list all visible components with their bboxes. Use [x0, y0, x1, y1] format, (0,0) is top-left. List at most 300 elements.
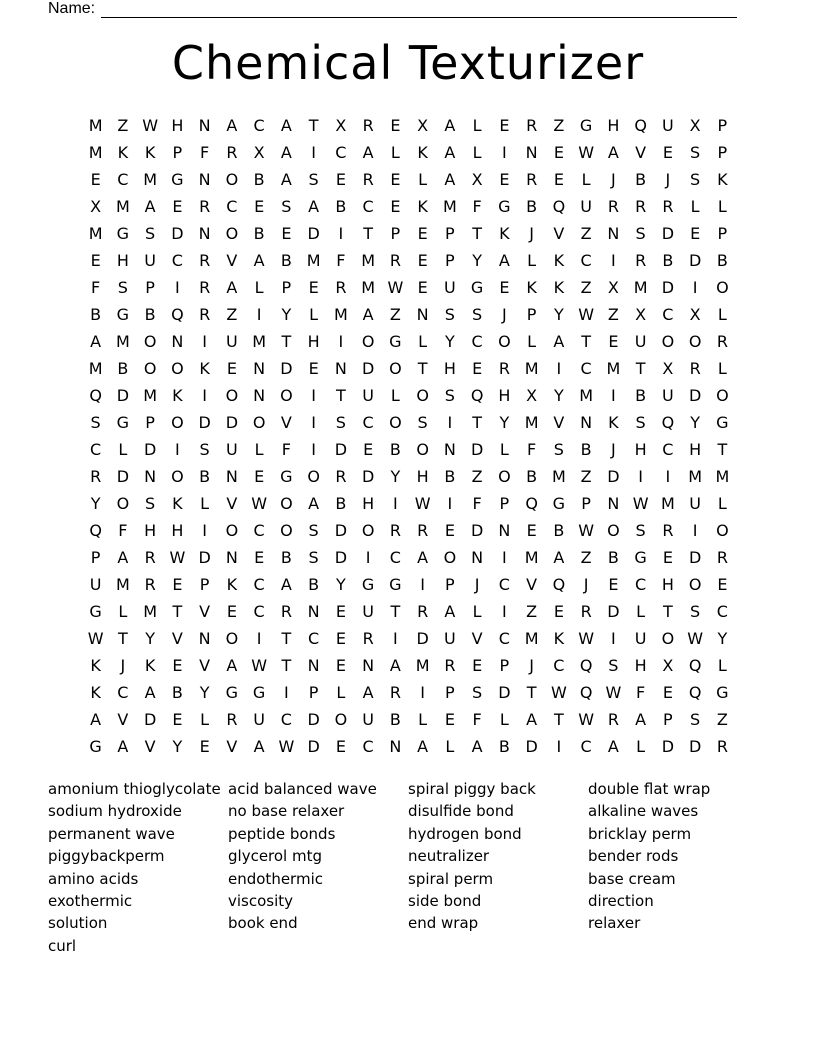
grid-letter[interactable]: M — [143, 602, 158, 621]
grid-letter[interactable]: R — [199, 278, 211, 297]
grid-letter[interactable]: T — [472, 413, 483, 432]
grid-letter[interactable]: R — [417, 602, 429, 621]
grid-letter[interactable]: F — [527, 440, 537, 459]
grid-letter[interactable]: K — [608, 413, 619, 432]
grid-letter[interactable]: N — [144, 467, 157, 486]
grid-letter[interactable]: P — [145, 278, 155, 297]
grid-letter[interactable]: B — [635, 386, 647, 405]
grid-letter[interactable]: M — [143, 386, 158, 405]
grid-letter[interactable]: U — [662, 116, 674, 135]
grid-letter[interactable]: O — [661, 332, 675, 351]
grid-letter[interactable]: Q — [552, 575, 566, 594]
grid-letter[interactable]: J — [529, 224, 534, 243]
grid-letter[interactable]: M — [524, 548, 539, 567]
grid-letter[interactable]: A — [144, 197, 156, 216]
grid-letter[interactable]: D — [307, 737, 320, 756]
grid-letter[interactable]: Z — [226, 305, 238, 324]
grid-letter[interactable]: S — [145, 224, 156, 243]
grid-letter[interactable]: R — [635, 251, 647, 270]
grid-letter[interactable]: V — [553, 413, 565, 432]
grid-letter[interactable]: E — [363, 440, 374, 459]
grid-letter[interactable]: O — [143, 332, 157, 351]
grid-letter[interactable]: P — [499, 494, 510, 513]
grid-letter[interactable]: D — [307, 224, 320, 243]
grid-letter[interactable]: L — [309, 305, 319, 324]
grid-letter[interactable]: M — [524, 413, 539, 432]
grid-letter[interactable]: H — [634, 440, 647, 459]
grid-letter[interactable]: W — [251, 494, 268, 513]
grid-letter[interactable]: A — [226, 278, 238, 297]
grid-letter[interactable]: M — [715, 467, 730, 486]
grid-letter[interactable]: O — [361, 332, 375, 351]
grid-letter[interactable]: G — [389, 575, 402, 594]
grid-letter[interactable]: E — [553, 170, 564, 189]
grid-letter[interactable]: S — [199, 440, 210, 459]
grid-letter[interactable]: P — [663, 710, 673, 729]
grid-letter[interactable]: L — [717, 305, 727, 324]
grid-letter[interactable]: M — [252, 332, 267, 351]
grid-letter[interactable]: A — [280, 575, 292, 594]
grid-letter[interactable]: I — [256, 305, 262, 324]
grid-letter[interactable]: D — [361, 467, 375, 486]
grid-letter[interactable]: V — [526, 575, 538, 594]
grid-letter[interactable]: U — [444, 278, 456, 297]
grid-letter[interactable]: S — [308, 170, 319, 189]
grid-letter[interactable]: G — [225, 683, 239, 702]
grid-letter[interactable]: B — [716, 251, 728, 270]
grid-letter[interactable]: S — [308, 521, 319, 540]
grid-letter[interactable]: L — [717, 494, 727, 513]
grid-letter[interactable]: F — [118, 521, 128, 540]
grid-letter[interactable]: D — [688, 548, 702, 567]
grid-letter[interactable]: O — [688, 575, 702, 594]
grid-letter[interactable]: P — [308, 683, 319, 702]
grid-letter[interactable]: H — [116, 251, 129, 270]
grid-letter[interactable]: P — [90, 548, 101, 567]
grid-letter[interactable]: E — [90, 251, 101, 270]
grid-letter[interactable]: Z — [607, 305, 619, 324]
grid-letter[interactable]: L — [499, 440, 509, 459]
grid-letter[interactable]: I — [665, 467, 671, 486]
grid-letter[interactable]: L — [717, 359, 727, 378]
grid-letter[interactable]: D — [334, 521, 348, 540]
grid-letter[interactable]: Y — [444, 332, 455, 351]
grid-letter[interactable]: G — [716, 683, 729, 702]
grid-letter[interactable]: Y — [553, 386, 564, 405]
grid-letter[interactable]: J — [665, 170, 671, 189]
grid-letter[interactable]: I — [611, 629, 616, 648]
grid-letter[interactable]: Q — [579, 656, 593, 675]
grid-letter[interactable]: D — [116, 386, 130, 405]
grid-letter[interactable]: I — [447, 413, 453, 432]
grid-letter[interactable]: M — [88, 359, 103, 378]
grid-letter[interactable]: E — [226, 602, 237, 621]
grid-letter[interactable]: D — [143, 440, 157, 459]
grid-letter[interactable]: S — [472, 683, 483, 702]
grid-letter[interactable]: Z — [117, 116, 129, 135]
grid-letter[interactable]: C — [498, 575, 510, 594]
grid-letter[interactable]: N — [389, 737, 402, 756]
grid-letter[interactable]: K — [417, 197, 428, 216]
grid-letter[interactable]: W — [578, 629, 595, 648]
grid-letter[interactable]: D — [688, 386, 702, 405]
grid-letter[interactable]: R — [199, 251, 211, 270]
grid-letter[interactable]: L — [636, 737, 646, 756]
grid-letter[interactable]: R — [689, 359, 701, 378]
grid-letter[interactable]: B — [280, 548, 292, 567]
grid-letter[interactable]: Q — [89, 386, 102, 405]
grid-letter[interactable]: I — [393, 629, 398, 648]
grid-letter[interactable]: Y — [553, 305, 564, 324]
grid-letter[interactable]: N — [198, 116, 211, 135]
grid-letter[interactable]: I — [311, 413, 316, 432]
grid-letter[interactable]: B — [117, 359, 129, 378]
grid-letter[interactable]: O — [661, 629, 675, 648]
grid-letter[interactable]: Q — [579, 683, 593, 702]
grid-letter[interactable]: H — [689, 440, 702, 459]
grid-letter[interactable]: E — [608, 575, 619, 594]
grid-letter[interactable]: I — [556, 359, 562, 378]
grid-letter[interactable]: K — [199, 359, 210, 378]
grid-letter[interactable]: H — [634, 656, 647, 675]
grid-letter[interactable]: D — [334, 548, 348, 567]
grid-letter[interactable]: E — [90, 170, 101, 189]
grid-letter[interactable]: Z — [716, 710, 728, 729]
grid-letter[interactable]: W — [632, 494, 649, 513]
grid-letter[interactable]: T — [390, 602, 401, 621]
grid-letter[interactable]: D — [498, 683, 511, 702]
grid-letter[interactable]: W — [605, 683, 622, 702]
grid-letter[interactable]: L — [690, 197, 700, 216]
grid-letter[interactable]: E — [444, 710, 455, 729]
grid-letter[interactable]: H — [144, 521, 157, 540]
grid-letter[interactable]: M — [88, 224, 103, 243]
grid-letter[interactable]: E — [662, 548, 673, 567]
grid-letter[interactable]: A — [444, 116, 456, 135]
grid-letter[interactable]: A — [362, 305, 374, 324]
grid-letter[interactable]: Q — [552, 197, 566, 216]
grid-letter[interactable]: O — [334, 710, 348, 729]
grid-letter[interactable]: R — [716, 737, 728, 756]
grid-letter[interactable]: C — [580, 737, 592, 756]
grid-letter[interactable]: N — [253, 359, 266, 378]
grid-letter[interactable]: W — [550, 683, 567, 702]
grid-letter[interactable]: U — [144, 251, 156, 270]
grid-letter[interactable]: A — [471, 737, 483, 756]
grid-letter[interactable]: N — [334, 359, 347, 378]
grid-letter[interactable]: C — [308, 629, 320, 648]
grid-letter[interactable]: E — [335, 737, 346, 756]
grid-letter[interactable]: N — [307, 656, 320, 675]
grid-letter[interactable]: R — [607, 197, 619, 216]
grid-letter[interactable]: E — [254, 548, 265, 567]
grid-letter[interactable]: W — [687, 629, 704, 648]
grid-letter[interactable]: A — [362, 683, 374, 702]
grid-letter[interactable]: I — [556, 737, 562, 756]
grid-letter[interactable]: L — [472, 602, 482, 621]
grid-letter[interactable]: D — [607, 467, 620, 486]
grid-letter[interactable]: V — [199, 656, 211, 675]
grid-letter[interactable]: J — [474, 575, 480, 594]
grid-letter[interactable]: A — [90, 332, 102, 351]
grid-letter[interactable]: J — [529, 656, 534, 675]
grid-letter[interactable]: N — [198, 224, 211, 243]
grid-letter[interactable]: M — [524, 629, 539, 648]
grid-letter[interactable]: B — [444, 467, 456, 486]
grid-letter[interactable]: B — [553, 521, 565, 540]
grid-letter[interactable]: C — [580, 251, 592, 270]
grid-letter[interactable]: Q — [470, 386, 484, 405]
grid-letter[interactable]: X — [335, 116, 347, 135]
grid-letter[interactable]: L — [527, 332, 537, 351]
grid-letter[interactable]: R — [580, 602, 592, 621]
grid-letter[interactable]: V — [117, 710, 129, 729]
grid-letter[interactable]: T — [581, 332, 592, 351]
grid-letter[interactable]: A — [117, 737, 129, 756]
grid-letter[interactable]: S — [635, 224, 646, 243]
grid-letter[interactable]: N — [362, 656, 375, 675]
grid-letter[interactable]: A — [117, 548, 129, 567]
grid-letter[interactable]: Q — [634, 116, 647, 135]
grid-letter[interactable]: E — [226, 359, 237, 378]
grid-letter[interactable]: X — [635, 305, 647, 324]
grid-letter[interactable]: B — [335, 197, 347, 216]
grid-letter[interactable]: L — [118, 440, 128, 459]
grid-letter[interactable]: B — [171, 683, 183, 702]
grid-letter[interactable]: Y — [499, 413, 510, 432]
grid-letter[interactable]: D — [307, 710, 320, 729]
grid-letter[interactable]: O — [688, 332, 702, 351]
grid-letter[interactable]: E — [390, 170, 401, 189]
grid-letter[interactable]: T — [117, 629, 128, 648]
grid-letter[interactable]: R — [444, 656, 456, 675]
grid-letter[interactable]: O — [389, 359, 402, 378]
grid-letter[interactable]: N — [580, 413, 593, 432]
grid-letter[interactable]: B — [335, 494, 347, 513]
grid-letter[interactable]: W — [578, 710, 595, 729]
grid-letter[interactable]: N — [443, 440, 456, 459]
grid-letter[interactable]: O — [252, 413, 266, 432]
grid-letter[interactable]: B — [90, 305, 102, 324]
grid-letter[interactable]: I — [284, 683, 289, 702]
grid-letter[interactable]: C — [498, 629, 510, 648]
grid-letter[interactable]: C — [117, 170, 129, 189]
grid-letter[interactable]: A — [444, 143, 456, 162]
grid-letter[interactable]: L — [118, 602, 128, 621]
grid-letter[interactable]: A — [280, 116, 292, 135]
grid-letter[interactable]: M — [115, 197, 130, 216]
grid-letter[interactable]: M — [361, 278, 376, 297]
grid-letter[interactable]: W — [578, 521, 595, 540]
grid-letter[interactable]: T — [172, 602, 183, 621]
grid-letter[interactable]: Z — [580, 467, 592, 486]
grid-letter[interactable]: N — [525, 143, 538, 162]
grid-letter[interactable]: E — [417, 278, 428, 297]
grid-letter[interactable]: R — [335, 278, 347, 297]
grid-letter[interactable]: O — [171, 413, 184, 432]
grid-letter[interactable]: V — [226, 494, 238, 513]
grid-letter[interactable]: R — [90, 467, 102, 486]
grid-letter[interactable]: R — [226, 143, 238, 162]
grid-letter[interactable]: L — [254, 278, 264, 297]
grid-letter[interactable]: Q — [688, 656, 702, 675]
grid-letter[interactable]: O — [416, 440, 429, 459]
grid-letter[interactable]: D — [661, 224, 675, 243]
grid-letter[interactable]: Z — [389, 305, 401, 324]
grid-letter[interactable]: C — [171, 251, 183, 270]
grid-letter[interactable]: U — [362, 386, 374, 405]
grid-letter[interactable]: X — [689, 305, 701, 324]
grid-letter[interactable]: O — [716, 278, 729, 297]
grid-letter[interactable]: S — [608, 656, 619, 675]
grid-letter[interactable]: U — [689, 494, 701, 513]
grid-letter[interactable]: K — [172, 386, 183, 405]
grid-letter[interactable]: N — [607, 494, 620, 513]
grid-letter[interactable]: M — [415, 656, 430, 675]
grid-letter[interactable]: N — [225, 548, 238, 567]
grid-letter[interactable]: D — [143, 710, 157, 729]
grid-letter[interactable]: K — [90, 683, 101, 702]
grid-letter[interactable]: N — [307, 602, 320, 621]
grid-letter[interactable]: A — [553, 332, 565, 351]
grid-letter[interactable]: A — [607, 737, 619, 756]
grid-letter[interactable]: Z — [526, 602, 538, 621]
grid-letter[interactable]: U — [253, 710, 265, 729]
grid-letter[interactable]: L — [200, 494, 210, 513]
grid-letter[interactable]: S — [335, 413, 346, 432]
grid-letter[interactable]: T — [281, 332, 292, 351]
grid-letter[interactable]: O — [280, 386, 293, 405]
grid-letter[interactable]: K — [144, 656, 156, 675]
grid-letter[interactable]: O — [498, 332, 511, 351]
grid-letter[interactable]: E — [281, 224, 292, 243]
grid-letter[interactable]: K — [717, 170, 728, 189]
grid-letter[interactable]: O — [389, 413, 402, 432]
grid-letter[interactable]: G — [634, 548, 647, 567]
grid-letter[interactable]: V — [171, 629, 183, 648]
grid-letter[interactable]: M — [115, 575, 130, 594]
grid-letter[interactable]: O — [361, 521, 375, 540]
grid-letter[interactable]: S — [417, 413, 428, 432]
grid-letter[interactable]: E — [199, 737, 210, 756]
grid-letter[interactable]: C — [716, 602, 728, 621]
grid-letter[interactable]: D — [688, 251, 702, 270]
grid-letter[interactable]: P — [445, 683, 455, 702]
grid-letter[interactable]: N — [416, 305, 429, 324]
grid-letter[interactable]: L — [390, 386, 400, 405]
grid-letter[interactable]: P — [717, 116, 728, 135]
grid-letter[interactable]: B — [526, 197, 538, 216]
grid-letter[interactable]: B — [389, 710, 401, 729]
grid-letter[interactable]: E — [172, 656, 183, 675]
grid-letter[interactable]: G — [280, 467, 293, 486]
grid-letter[interactable]: E — [335, 629, 346, 648]
grid-letter[interactable]: C — [553, 656, 565, 675]
grid-letter[interactable]: O — [225, 224, 239, 243]
grid-letter[interactable]: O — [716, 521, 729, 540]
grid-letter[interactable]: A — [280, 170, 292, 189]
grid-letter[interactable]: Y — [690, 413, 701, 432]
grid-letter[interactable]: I — [202, 386, 207, 405]
grid-letter[interactable]: P — [445, 251, 455, 270]
grid-letter[interactable]: F — [472, 494, 482, 513]
grid-letter[interactable]: S — [281, 197, 292, 216]
grid-letter[interactable]: D — [171, 224, 184, 243]
grid-letter[interactable]: T — [417, 359, 428, 378]
grid-letter[interactable]: D — [470, 521, 484, 540]
grid-letter[interactable]: U — [634, 629, 647, 648]
grid-letter[interactable]: J — [611, 170, 616, 189]
grid-letter[interactable]: F — [336, 251, 346, 270]
grid-letter[interactable]: Z — [471, 467, 483, 486]
grid-letter[interactable]: Z — [553, 116, 565, 135]
grid-letter[interactable]: X — [662, 656, 674, 675]
grid-letter[interactable]: O — [225, 170, 239, 189]
grid-letter[interactable]: R — [417, 521, 429, 540]
grid-letter[interactable]: W — [87, 629, 104, 648]
grid-letter[interactable]: E — [717, 575, 728, 594]
grid-letter[interactable]: A — [253, 737, 265, 756]
grid-letter[interactable]: E — [472, 359, 483, 378]
grid-letter[interactable]: R — [362, 629, 374, 648]
grid-letter[interactable]: E — [254, 197, 265, 216]
grid-letter[interactable]: A — [526, 710, 538, 729]
grid-letter[interactable]: O — [225, 521, 239, 540]
grid-letter[interactable]: R — [662, 197, 674, 216]
grid-letter[interactable]: U — [444, 629, 456, 648]
grid-letter[interactable]: I — [311, 440, 316, 459]
grid-letter[interactable]: M — [524, 359, 539, 378]
grid-letter[interactable]: A — [389, 656, 401, 675]
grid-letter[interactable]: O — [498, 467, 511, 486]
grid-letter[interactable]: D — [525, 737, 538, 756]
grid-letter[interactable]: C — [362, 413, 374, 432]
grid-letter[interactable]: X — [607, 278, 619, 297]
grid-letter[interactable]: Z — [580, 224, 592, 243]
grid-letter[interactable]: N — [253, 386, 266, 405]
grid-letter[interactable]: X — [526, 386, 538, 405]
grid-letter[interactable]: E — [417, 224, 428, 243]
grid-letter[interactable]: X — [90, 197, 102, 216]
grid-letter[interactable]: C — [280, 710, 292, 729]
grid-letter[interactable]: T — [553, 710, 564, 729]
grid-letter[interactable]: L — [418, 170, 428, 189]
grid-letter[interactable]: J — [583, 575, 589, 594]
grid-letter[interactable]: S — [444, 386, 455, 405]
grid-letter[interactable]: R — [526, 170, 538, 189]
grid-letter[interactable]: R — [199, 197, 211, 216]
grid-letter[interactable]: K — [553, 251, 565, 270]
grid-letter[interactable]: L — [636, 602, 646, 621]
grid-letter[interactable]: W — [169, 548, 186, 567]
grid-letter[interactable]: R — [144, 575, 156, 594]
grid-letter[interactable]: Q — [661, 413, 675, 432]
grid-letter[interactable]: X — [253, 143, 265, 162]
grid-letter[interactable]: N — [198, 629, 211, 648]
grid-letter[interactable]: I — [611, 251, 616, 270]
grid-letter[interactable]: U — [226, 440, 238, 459]
grid-letter[interactable]: K — [226, 575, 238, 594]
grid-letter[interactable]: S — [444, 305, 455, 324]
name-field[interactable] — [48, 0, 737, 18]
grid-letter[interactable]: E — [499, 278, 510, 297]
grid-letter[interactable]: V — [144, 737, 156, 756]
grid-letter[interactable]: S — [472, 305, 483, 324]
grid-letter[interactable]: S — [635, 413, 646, 432]
grid-letter[interactable]: O — [607, 521, 620, 540]
grid-letter[interactable]: K — [553, 278, 565, 297]
grid-letter[interactable]: F — [472, 710, 482, 729]
